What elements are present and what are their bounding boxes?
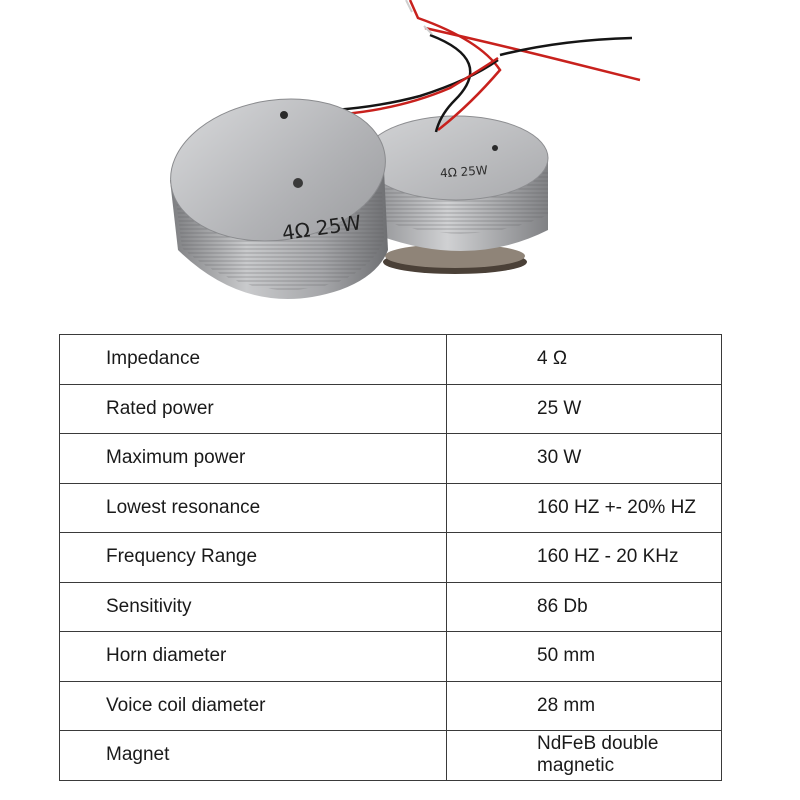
speaker-front [161,86,394,299]
product-photo [0,0,800,320]
spec-label: Maximum power [60,434,447,484]
spec-value: 160 HZ - 20 KHz [447,533,722,583]
spec-value: 160 HZ +- 20% HZ [447,483,722,533]
spec-label: Voice coil diameter [60,681,447,731]
spec-label: Magnet [60,731,447,781]
spec-value: 4 Ω [447,335,722,385]
spec-label: Horn diameter [60,632,447,682]
spec-label: Frequency Range [60,533,447,583]
table-row [60,582,722,632]
marking-label: 4Ω 25W [280,210,363,246]
table-row [60,483,722,533]
spec-table [59,334,722,781]
table-row [60,384,722,434]
spec-label: Impedance [60,335,447,385]
table-row [60,533,722,583]
speaker-back [364,116,548,274]
spec-label: Lowest resonance [60,483,447,533]
spec-value: NdFeB double magnetic [447,731,722,781]
table-row [60,731,722,781]
spec-value: 25 W [447,384,722,434]
spec-value: 50 mm [447,632,722,682]
spec-label: Rated power [60,384,447,434]
svg-text:4Ω 25W: 4Ω 25W [439,163,489,181]
spec-label: Sensitivity [60,582,447,632]
spec-value: 30 W [447,434,722,484]
spec-value: 86 Db [447,582,722,632]
table-row [60,434,722,484]
table-row [60,681,722,731]
table-row [60,632,722,682]
spec-value: 28 mm [447,681,722,731]
table-row [60,335,722,385]
